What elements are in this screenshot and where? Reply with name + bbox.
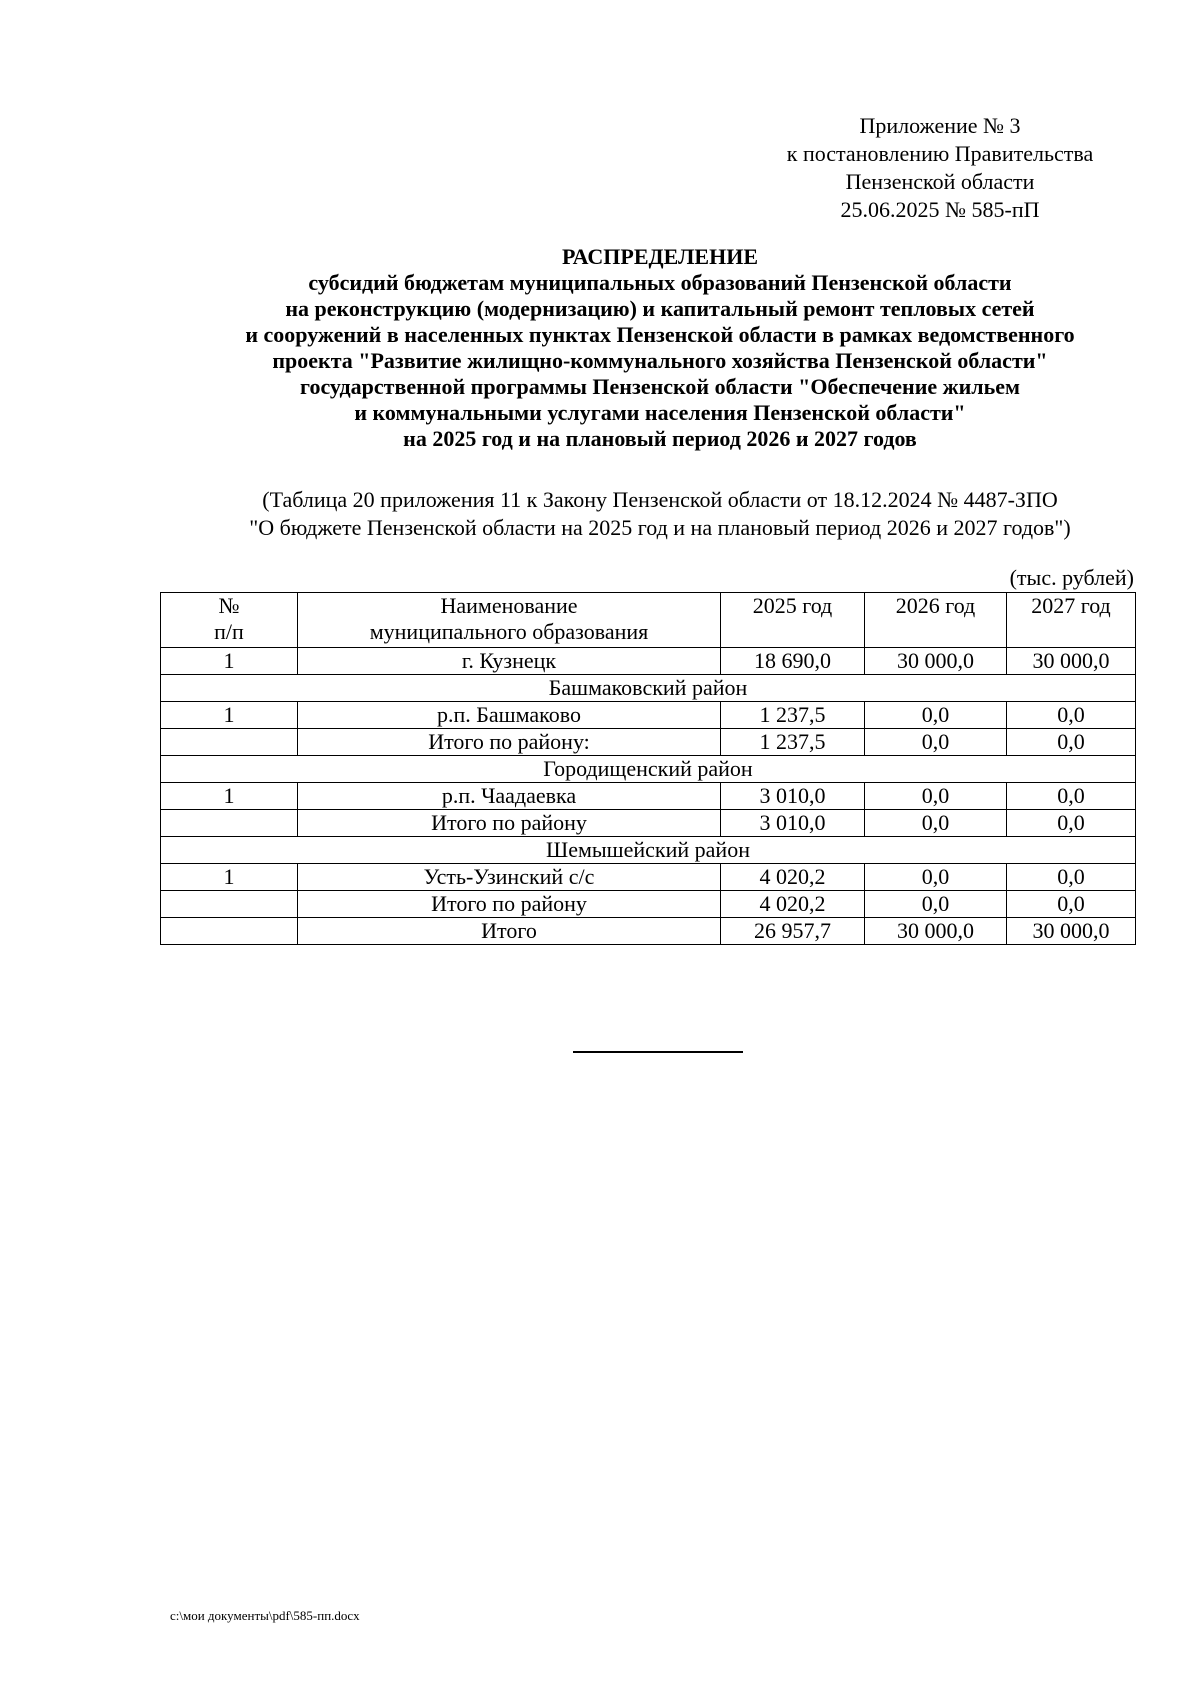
- cell-y2026: 0,0: [865, 864, 1007, 891]
- cell-y2027: 0,0: [1007, 891, 1136, 918]
- table-row: [161, 891, 1136, 918]
- cell-y2026: 0,0: [865, 702, 1007, 729]
- cell-y2027: 0,0: [1007, 702, 1136, 729]
- cell-name: Итого по району: [298, 891, 721, 918]
- cell-num: 1: [161, 783, 298, 810]
- cell-name: Итого по району:: [298, 729, 721, 756]
- cell-name: Итого: [298, 918, 721, 945]
- distribution-table: [160, 592, 1136, 945]
- appendix-line: Пензенской области: [845, 169, 1035, 194]
- cell-name: г. Кузнецк: [298, 648, 721, 675]
- cell-y2025: 1 237,5: [721, 729, 865, 756]
- cell-y2026: 0,0: [865, 810, 1007, 837]
- cell-y2025: 4 020,2: [721, 891, 865, 918]
- appendix-block: [740, 112, 1140, 224]
- title-line: и коммунальными услугами населения Пензенской области": [354, 400, 966, 425]
- header-2027: 2027 год: [1007, 593, 1136, 648]
- table-section-row: [161, 756, 1136, 783]
- cell-y2025: 1 237,5: [721, 702, 865, 729]
- units-label: (тыс. рублей): [1009, 565, 1134, 590]
- cell-y2025: 3 010,0: [721, 810, 865, 837]
- cell-num: [161, 918, 298, 945]
- cell-y2025: 26 957,7: [721, 918, 865, 945]
- cell-name: р.п. Чаадаевка: [298, 783, 721, 810]
- table-row: [161, 702, 1136, 729]
- title-line: государственной программы Пензенской области "Обеспечение жильем: [300, 374, 1020, 399]
- header-num: № п/п: [161, 593, 298, 648]
- cell-y2027: 0,0: [1007, 729, 1136, 756]
- title-line: на 2025 год и на плановый период 2026 и 2027 годов: [403, 426, 917, 451]
- title-line: проекта "Развитие жилищно-коммунального хозяйства Пензенской области": [272, 348, 1048, 373]
- cell-y2027: 0,0: [1007, 783, 1136, 810]
- table-row: [161, 918, 1136, 945]
- cell-num: 1: [161, 648, 298, 675]
- file-path-footer: c:\мои документы\pdf\585-пп.docx: [170, 1608, 360, 1623]
- section-title: Башмаковский район: [161, 675, 1136, 702]
- table-section-row: [161, 837, 1136, 864]
- appendix-line: Приложение № 3: [859, 113, 1021, 138]
- title-line: субсидий бюджетам муниципальных образований Пензенской области: [308, 270, 1012, 295]
- header-2025: 2025 год: [721, 593, 865, 648]
- cell-y2026: 0,0: [865, 783, 1007, 810]
- cell-y2026: 0,0: [865, 729, 1007, 756]
- cell-num: [161, 729, 298, 756]
- title-line: на реконструкцию (модернизацию) и капитальный ремонт тепловых сетей: [285, 296, 1035, 321]
- appendix-line: к постановлению Правительства: [786, 141, 1094, 166]
- cell-y2026: 30 000,0: [865, 648, 1007, 675]
- cell-name: Итого по району: [298, 810, 721, 837]
- table-row: [161, 783, 1136, 810]
- table-row: [161, 864, 1136, 891]
- cell-y2027: 30 000,0: [1007, 918, 1136, 945]
- document-title: [160, 244, 1160, 452]
- cell-y2026: 30 000,0: [865, 918, 1007, 945]
- cell-num: [161, 810, 298, 837]
- cell-name: р.п. Башмаково: [298, 702, 721, 729]
- source-reference: [160, 486, 1160, 542]
- table-header-row: [161, 593, 1136, 648]
- title-line: и сооружений в населенных пунктах Пензенской области в рамках ведомственного: [245, 322, 1075, 347]
- cell-y2025: 3 010,0: [721, 783, 865, 810]
- cell-y2027: 0,0: [1007, 864, 1136, 891]
- table-section-row: [161, 675, 1136, 702]
- cell-num: 1: [161, 864, 298, 891]
- cell-y2026: 0,0: [865, 891, 1007, 918]
- signature-line: [573, 1051, 743, 1053]
- cell-y2027: 30 000,0: [1007, 648, 1136, 675]
- source-line: (Таблица 20 приложения 11 к Закону Пензенской области от 18.12.2024 № 4487-ЗПО: [262, 487, 1058, 512]
- title-heading: РАСПРЕДЕЛЕНИЕ: [561, 244, 758, 269]
- cell-num: 1: [161, 702, 298, 729]
- source-line: "О бюджете Пензенской области на 2025 год и на плановый период 2026 и 2027 годов"): [249, 515, 1071, 540]
- header-name: Наименование муниципального образования: [298, 593, 721, 648]
- table-row: [161, 648, 1136, 675]
- cell-y2025: 4 020,2: [721, 864, 865, 891]
- header-2026: 2026 год: [865, 593, 1007, 648]
- table-row: [161, 810, 1136, 837]
- cell-y2027: 0,0: [1007, 810, 1136, 837]
- cell-name: Усть-Узинский с/с: [298, 864, 721, 891]
- section-title: Городищенский район: [161, 756, 1136, 783]
- section-title: Шемышейский район: [161, 837, 1136, 864]
- appendix-line: 25.06.2025 № 585-пП: [840, 197, 1040, 222]
- cell-y2025: 18 690,0: [721, 648, 865, 675]
- cell-num: [161, 891, 298, 918]
- table-row: [161, 729, 1136, 756]
